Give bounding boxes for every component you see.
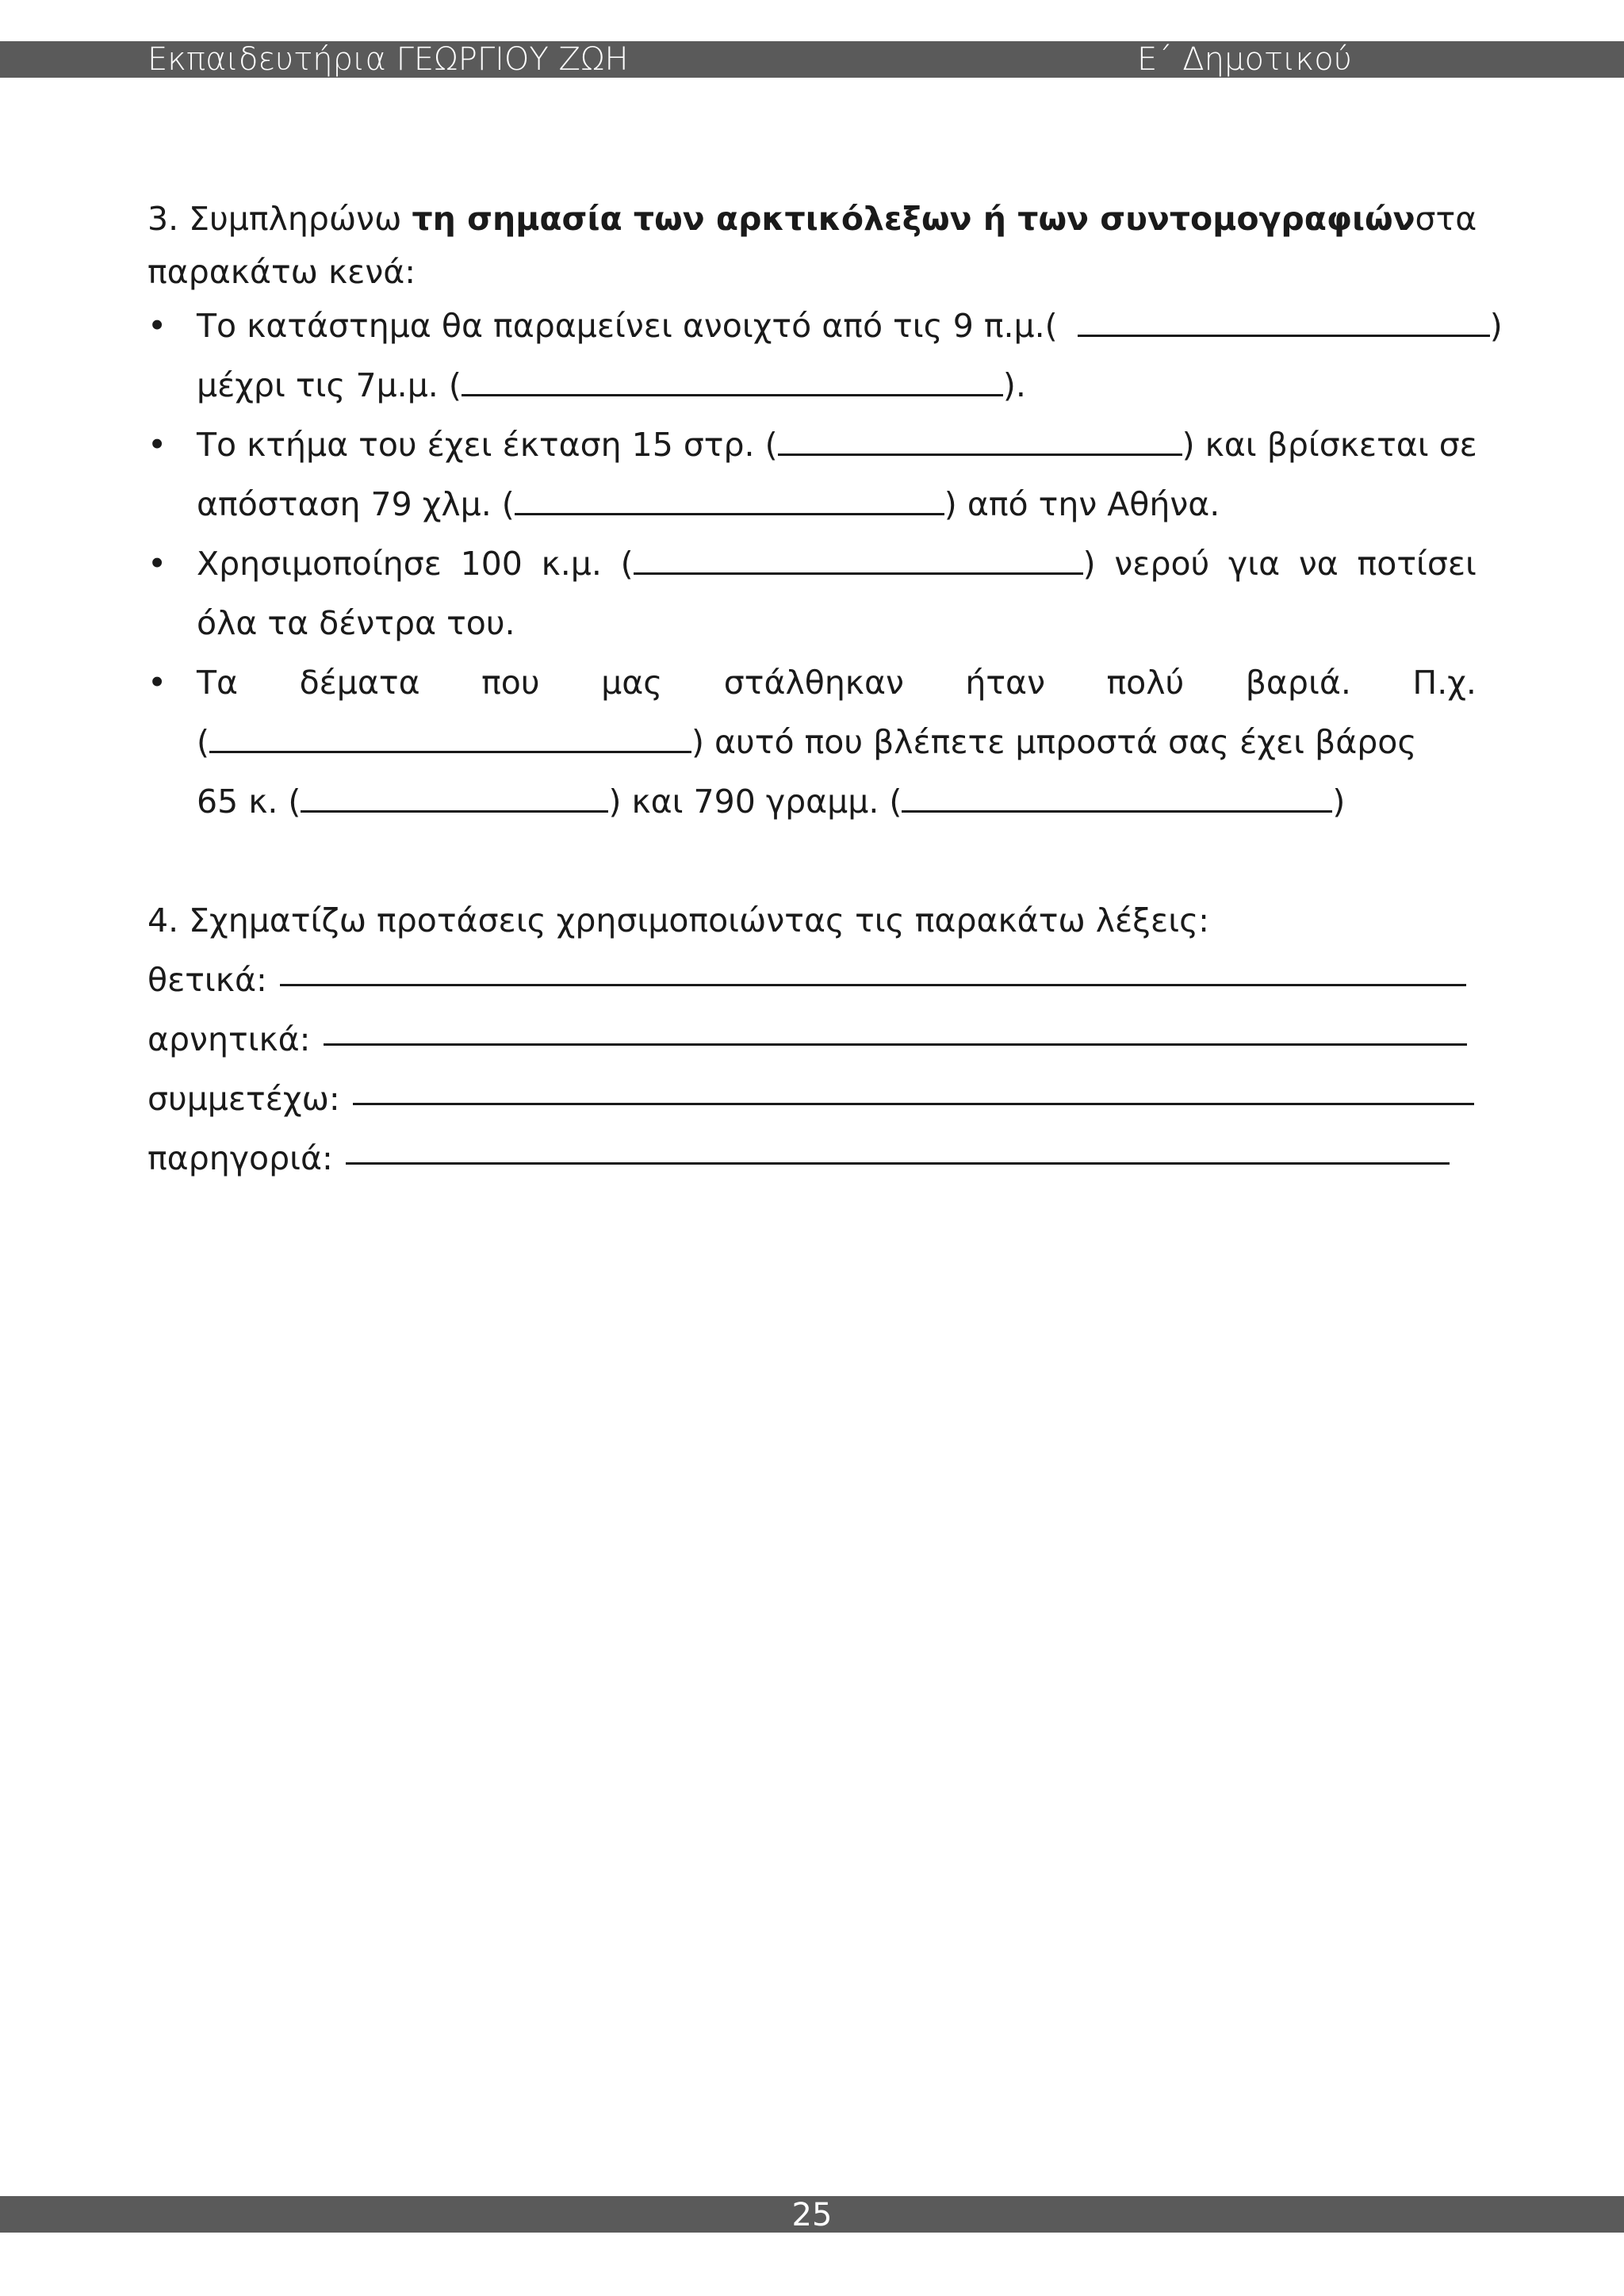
exercise3-intro [147,190,1477,247]
item4-text-b-post: ) αυτό που βλέπετε μπροστά σας έχει βάρος [691,723,1417,761]
answer-line[interactable] [346,1129,1450,1165]
item3-paren: ) [1082,545,1096,583]
exercise4-title: 4. Σχηματίζω προτάσεις χρησιμοποιώντας τις παρακάτω λέξεις: [147,901,1209,939]
sentence-row [147,1070,1477,1129]
item3-word: Χρησιμοποίησε [197,545,442,583]
page-footer [0,2196,1624,2233]
answer-line[interactable] [324,1010,1467,1046]
item1-text-b-end: ). [1002,366,1026,404]
item3-text-b: όλα τα δέντρα του. [197,604,515,642]
item3-word: για [1228,545,1281,583]
item4-word: στάλθηκαν [723,664,904,702]
grade-label: Ε΄ Δημοτικού [1137,41,1352,78]
sentence-row [147,1010,1477,1070]
item4-word: μας [601,664,663,702]
item4-word: που [481,664,540,702]
sentence-row [147,1129,1477,1188]
bullet-icon: • [147,545,167,583]
exercise3-intro-post: στα [1415,200,1477,238]
item4-text-c-pre: 65 κ. ( [197,783,301,821]
item2-text-b: απόσταση 79 χλμ. ( [197,485,515,523]
item2-text-a-end: ) και βρίσκεται σε [1182,426,1477,464]
item3-word: κ.μ. [541,545,602,583]
bullet-icon: • [147,307,167,345]
item4-word: δέματα [299,664,420,702]
answer-line[interactable] [280,951,1466,986]
item3-word: ποτίσει [1357,545,1477,583]
item4-word: ήταν [965,664,1045,702]
sentence-row [147,951,1477,1010]
item4-word: Π.χ. [1412,664,1477,702]
school-name: Εκπαιδευτήρια ΓΕΩΡΓΙΟΥ ΖΩΗ [147,41,629,78]
sentence-word: αρνητικά: [147,1020,311,1058]
item4-word: Τα [197,664,239,702]
list-item [147,415,1477,534]
page-header [0,41,1624,78]
item4-text-c-end: ) [1332,783,1346,821]
blank-field[interactable] [209,719,691,753]
sentence-word: θετικά: [147,961,267,999]
item3-word: να [1298,545,1339,583]
blank-field[interactable] [902,779,1332,813]
item3-word: νερού [1114,545,1210,583]
item1-text-b: μέχρι τις 7μ.μ. ( [197,366,462,404]
item4-text-b-pre: ( [197,723,209,761]
blank-field[interactable] [515,481,944,515]
item4-word: βαριά. [1245,664,1351,702]
exercise3-number: 3. [147,200,179,238]
sentence-word: συμμετέχω: [147,1080,340,1118]
item4-word: πολύ [1106,664,1185,702]
blank-field[interactable] [1078,303,1490,337]
list-item [147,534,1477,653]
blank-field[interactable] [778,422,1182,456]
bullet-icon: • [147,426,167,464]
blank-field[interactable] [462,362,1003,396]
answer-line[interactable] [353,1070,1474,1105]
sentence-word: παρηγοριά: [147,1139,333,1177]
list-item [147,297,1503,415]
exercise3-intro-pre: Συμπληρώνω [189,200,402,238]
item4-text-c-mid: ) και 790 γραμμ. ( [608,783,902,821]
exercise3-intro-line2: παρακάτω κενά: [147,253,416,291]
item1-text-a-end: ) [1489,307,1503,345]
item2-text-a: Το κτήμα του έχει έκταση 15 στρ. ( [197,426,778,464]
page-number: 25 [791,2197,833,2233]
item2-text-b-end: ) από την Αθήνα. [944,485,1220,523]
blank-field[interactable] [634,541,1083,575]
item3-word: 100 [460,545,523,583]
exercise3-intro-bold: τη σημασία των αρκτικόλεξων ή των συντομογραφιών [412,200,1415,238]
worksheet-content [147,190,1503,1188]
list-item [147,653,1477,832]
item1-text-a: Το κατάστημα θα παραμείνει ανοιχτό από τις 9 π.μ.( [197,307,1058,345]
item3-paren: ( [620,545,634,583]
blank-field[interactable] [301,779,608,813]
bullet-icon: • [147,664,167,702]
